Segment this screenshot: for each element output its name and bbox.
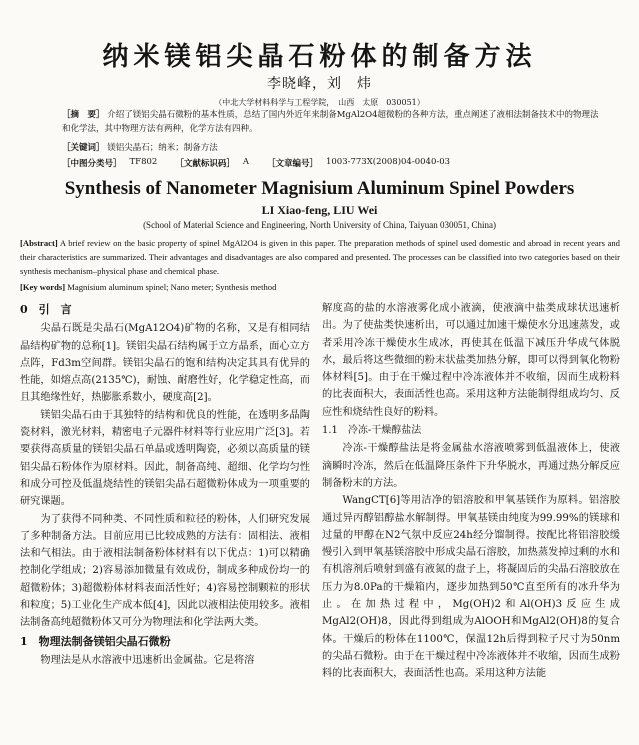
keywords-en-text: Magnisium aluminum spinel; Nano meter; Synthesis method xyxy=(67,282,277,292)
paper-title-cn: 纳米镁铝尖晶石粉体的制备方法 xyxy=(102,42,537,72)
keywords-cn-text: 镁铝尖晶石；纳米；制备方法 xyxy=(107,143,218,153)
body-right-column xyxy=(322,300,620,683)
keywords-en-label: [Key words] xyxy=(20,282,66,292)
affiliation-en: (School of Material Science and Engineering, North University of China, Taiyuan 030051, China) xyxy=(143,220,496,230)
doc-code-label: ［文献标识码］ xyxy=(175,159,235,169)
classification-meta xyxy=(62,157,622,169)
paper-title-en: Synthesis of Nanometer Magnisium Aluminum Spinel Powders xyxy=(64,178,575,199)
body-paragraph: 解度高的盐的水溶液雾化成小液滴，使液滴中盐类成球状迅速析出。为了使盐类快速析出，可以通过加速干燥使水分迅速蒸发，或者采用冷冻干燥使水生成冰，再使其在低温下减压升华成气体脱水，最后将这些微细的粉末状盐类加热分解，即可以得到氧化物粉体材料[5]。由于在干燥过程中冷冻液体并不收缩，因而生成粉料的比表面积大，表面活性也高。采用这种方法能制得组成均匀、反应性和烧结性良好的粉料。 xyxy=(322,303,620,418)
abstract-cn-text: 介绍了镁铝尖晶石微粉的基本性质，总结了国内外近年来制备MgAl2O4超微粉的各种方法，重点阐述了液相法制备技术中的物理法和化学法，其中物理方法有两种，化学方法有四种。 xyxy=(62,110,599,134)
section-heading-physical-method: 1 物理法制备镁铝尖晶石微粉 xyxy=(20,634,171,648)
authors-en: LI Xiao-feng, LIU Wei xyxy=(261,203,378,217)
body-paragraph: 尖晶石既是尖晶石(MgA12O4)矿物的名称，又是有相同结晶结构矿物的总称[1]。镁铝尖晶石结构属于立方晶系，面心立方点阵，Fd3m空间群。镁铝尖晶石的饱和结构决定其具有优异的性能，如熔点高(2135℃)，耐蚀、耐磨性好，化学稳定性高，而且其绝缘性好，热膨胀系数小，硬度高[2]。 xyxy=(20,323,310,404)
keywords-cn-label: ［关键词］ xyxy=(62,143,105,153)
body-paragraph: 为了获得不同种类、不同性质和粒径的粉体，人们研究发展了多种制备方法。目前应用已比较成熟的方法有：固相法、液相法和气相法。由于液相法制备粉体材料有以下优点：1)可以精确控制化学组成；2)容易添加微量有效成份，制成多种成份均一的超微粉体；3)超微粉体材料表面活性好；4)容易控制颗粒的形状和粒度；5)工业化生产成本低[4]，因此以液相法使用较多。液相法制备高纯超微粉体又可分为物理法和化学法两大类。 xyxy=(20,513,310,629)
affiliation-cn: （中北大学材料科学与工程学院， 山西 太原 030051） xyxy=(214,98,425,107)
body-paragraph: 镁铝尖晶石由于其独特的结构和优良的性能，在透明多晶陶瓷材料，激光材料，精密电子元器件材料等行业应用广泛[3]。若要获得高质量的镁铝尖晶石单晶或透明陶瓷，必须以高质量的镁铝尖晶石粉体作为原材料。因此，制备高纯、超细、化学均匀性和成分可控及低温烧结性的镁铝尖晶石超微粉体成为一项重要的研究课题。 xyxy=(20,409,310,508)
body-paragraph: 冷冻-干燥醇盐法是将金属盐水溶液喷雾到低温液体上，使液滴瞬时冷冻，然后在低温降压条件下升华脱水，再通过热分解反应制备粉末的方法。 xyxy=(322,443,620,489)
subsection-heading: 1.1 冷冻-干燥醇盐法 xyxy=(322,425,422,437)
authors-cn: 李晓峰，刘 炜 xyxy=(267,76,372,92)
body-paragraph: 物理法是从水溶液中迅速析出金属盐。它是将溶 xyxy=(40,654,255,666)
clc-label: ［中图分类号］ xyxy=(62,159,122,169)
keywords-cn xyxy=(62,141,602,155)
abstract-en xyxy=(20,236,620,278)
doc-code-value: A xyxy=(242,157,249,167)
abstract-en-label: [Abstract] xyxy=(20,238,58,248)
abstract-en-text: A brief review on the basic property of spinel MgAl2O4 is given in this paper. The preparation methods of spinel used domestic and abroad in recent years and their characteristics are summarized. Their advantages and disadvantages are also compared and presented. The processes can be classified into two categories based on their synthesis mechanism–physical phase and chemical phase. xyxy=(20,238,620,276)
clc-value: TF802 xyxy=(129,157,158,167)
abstract-cn xyxy=(62,108,602,136)
body-paragraph: WangCT[6]等用洁净的铝溶胶和甲氧基镁作为原料。铝溶胶通过异丙醇铝醇盐水解制得。甲氧基镁由纯度为99.99%的镁球和过量的甲醇在N2气氛中反应24h经分馏制得。按配比将铝溶胶缓慢引入到甲氧基镁溶胶中形成尖晶石溶胶，加热蒸发掉过剩的水和有机溶剂后喷射到盛有液氮的盘子上，将凝固后的尖晶石溶胶放在压力为8.0Pa的干燥箱内，逐步加热到50℃直至所有的冰升华为止。在加热过程中，Mg(OH)2和Al(OH)3反应生成MgAl2(OH)8，因此得到组成为AlOOH和MgAl2(OH)8的复合体。干燥后的粉体在1100℃，保温12h后得到粒子尺寸为50nm的尖晶石微粉。由于在干燥过程中冷冻液体并不收缩，因而生成粉料的比表面积大，表面活性也高。采用这种方法能 xyxy=(322,495,620,680)
article-no-value: 1003-773X(2008)04-0040-03 xyxy=(325,157,451,167)
section-heading-introduction: 0 引 言 xyxy=(20,303,72,316)
keywords-en xyxy=(20,282,620,292)
abstract-cn-label: ［摘 要］ xyxy=(62,110,105,120)
body-left-column xyxy=(20,300,310,669)
article-no-label: ［文章编号］ xyxy=(266,159,318,169)
